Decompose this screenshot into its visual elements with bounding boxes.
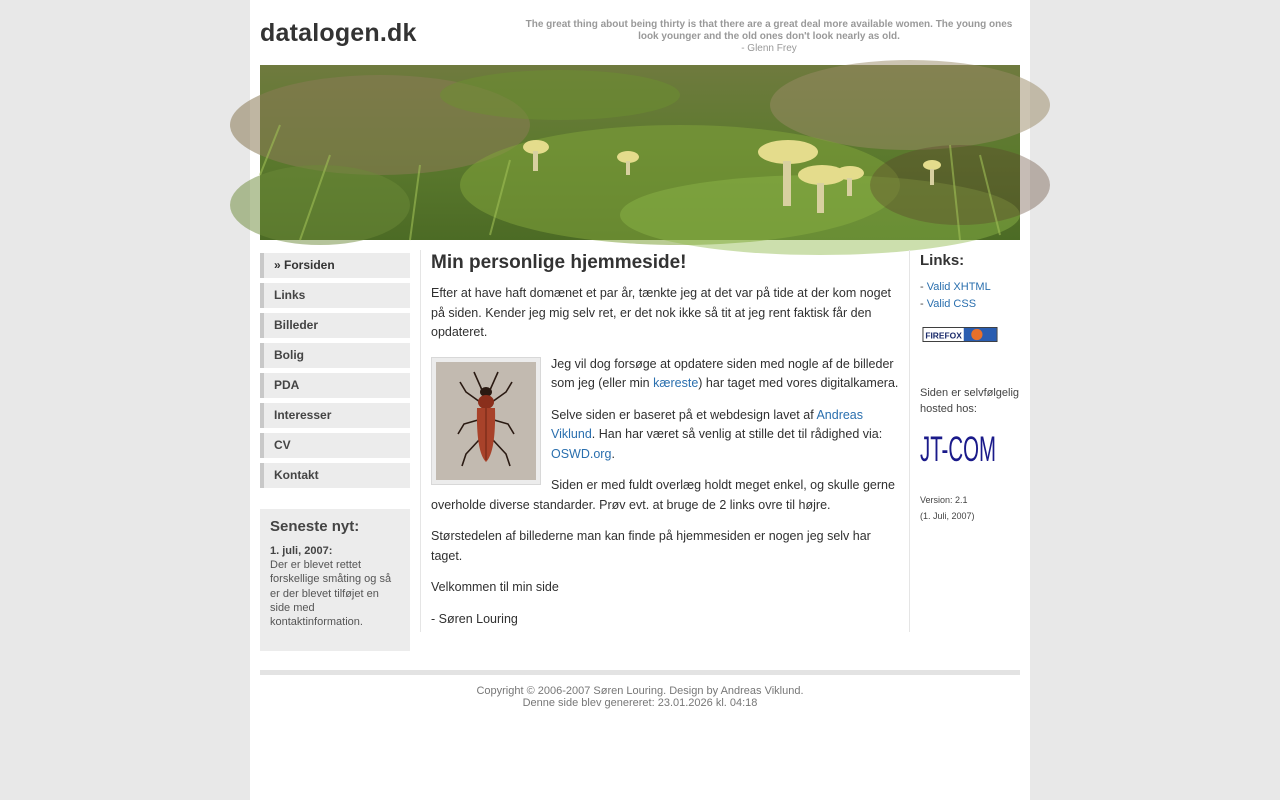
quote-author: - Glenn Frey [741,43,797,54]
jtcom-logo-text: JT-COM [920,430,996,469]
footer-divider [260,670,1020,675]
page-title: Min personlige hjemmeside! [431,252,687,273]
copyright-text: Copyright © 2006-2007 Søren Louring. Design by Andreas Viklund. [476,685,804,697]
header-quote [518,19,1020,55]
girlfriend-link[interactable]: kæreste [653,376,699,390]
nav-item-pda[interactable]: PDA [260,373,410,398]
design-paragraph: Selve siden er baseret på et webdesign lavet af Andreas Viklund. Han har været så venlig at stille det til rådighed via: OSWD.org. [551,407,883,461]
quote-text: The great thing about being thirty is that there are a great deal more available women. The young ones look younger and the old ones don't look nearly as old. [525,19,1013,42]
right-sidebar [920,252,1030,524]
jtcom-logo[interactable] [920,427,998,467]
nav-item-interesser[interactable]: Interesser [260,403,410,428]
images-paragraph: Størstedelen af billederne man kan finde på hjemmesiden er nogen jeg selv har taget. [431,529,871,563]
intro-paragraph: Efter at have haft domænet et par år, tænkte jeg at det var på tide at der kom noget på siden. Kender jeg mig selv ret, er det nok ikke så tit at jeg rent faktisk får den opdateret. [431,286,891,339]
valid-css-link[interactable]: Valid CSS [926,298,977,310]
oswd-link[interactable]: OSWD.org [551,446,612,461]
hosted-text: Siden er selvfølgelig hosted hos: [920,387,1020,415]
beetle-image [436,362,536,480]
links-title: Links: [920,252,965,269]
page-container [250,0,1030,800]
photos-paragraph: Jeg vil dog forsøge at opdatere siden med nogle af de billeder som jeg (eller min kæreste) har taget med vores digitalkamera. [551,356,899,390]
beetle-photo[interactable] [431,357,541,485]
site-title[interactable]: datalogen.dk [260,19,417,47]
nav-item-cv[interactable]: CV [260,433,410,458]
nav-item-billeder[interactable]: Billeder [260,313,410,338]
nav-item-kontakt[interactable]: Kontakt [260,463,410,488]
firefox-badge[interactable] [920,327,1000,342]
news-title: Seneste nyt: [270,518,360,535]
main-navigation [260,253,410,493]
standards-paragraph: Siden er med fuldt overlæg holdt meget enkel, og skulle gerne overholde diverse standarder. Prøv evt. at bruge de 2 links ovre til højre. [431,478,895,512]
valid-xhtml-link[interactable]: Valid XHTML [926,281,991,293]
links-item: - Valid CSS [920,298,977,310]
andreas-viklund-link[interactable]: Andreas Viklund [551,407,864,441]
nav-item-links[interactable]: Links [260,283,410,308]
main-content [420,250,910,632]
news-date: 1. juli, 2007: [270,545,333,557]
footer [260,685,1020,709]
version-date: (1. Juli, 2007) [920,511,975,521]
news-text: Der er blevet rettet forskellige småting og så er der blevet tilføjet en side med kontaktinformation. [270,559,392,629]
version-info [920,492,1030,524]
firefox-badge-text: FIREFOX [925,330,962,341]
links-item: - Valid XHTML [920,281,991,293]
banner-image [260,65,1020,240]
welcome-paragraph: Velkommen til min side [431,580,559,594]
generated-text: Denne side blev genereret: 23.01.2026 kl. 04:18 [522,697,758,709]
nav-item-forsiden[interactable]: » Forsiden [260,253,410,278]
version-number: Version: 2.1 [920,495,968,505]
signature: - Søren Louring [431,611,518,626]
news-box [260,509,410,651]
nav-item-bolig[interactable]: Bolig [260,343,410,368]
